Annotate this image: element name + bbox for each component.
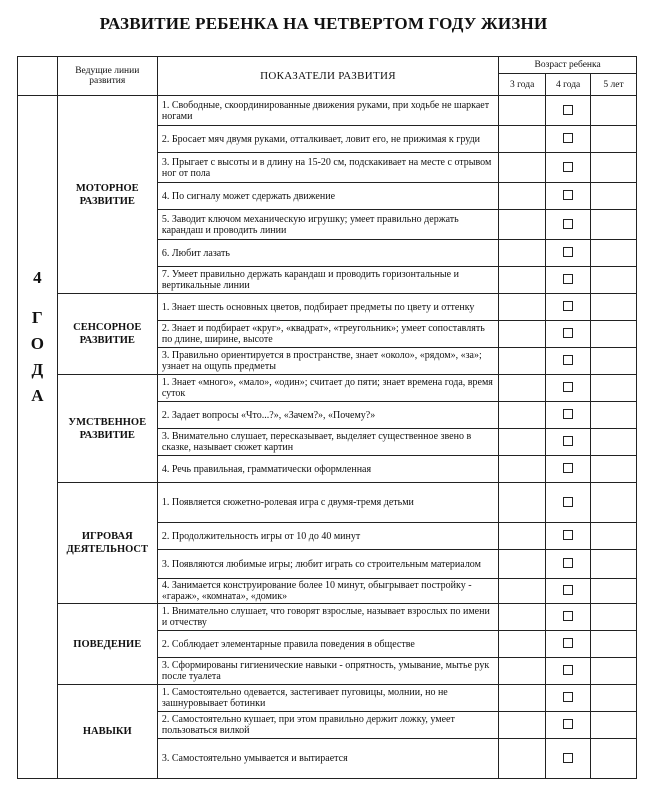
table-row	[18, 685, 637, 712]
age-cell	[591, 604, 637, 631]
age-cell	[499, 348, 546, 375]
checkbox-icon[interactable]	[563, 133, 573, 143]
checkbox-icon[interactable]	[563, 105, 573, 115]
indicator-text: 1. Знает шесть основных цветов, подбирает предметы по цвету и оттенку	[157, 294, 498, 321]
age-cell	[499, 96, 546, 126]
year-letter: О	[30, 334, 44, 353]
indicator-text: 1. Знает «много», «мало», «один»; считает до пяти; знает времена года, время суток	[157, 375, 498, 402]
age-col-4: 4 года	[546, 74, 591, 96]
indicator-text: 3. Прыгает с высоты и в длину на 15-20 см, подскакивает на месте с отрывом ног от пола	[157, 153, 498, 183]
age-cell	[499, 631, 546, 658]
age-cell	[591, 375, 637, 402]
section-label: ПОВЕДЕНИЕ	[57, 604, 157, 685]
indicator-text: 1. Самостоятельно одевается, застегивает пуговицы, молнии, но не зашнуровывает ботинки	[157, 685, 498, 712]
checkbox-icon[interactable]	[563, 497, 573, 507]
table-row	[18, 96, 637, 126]
indicator-text: 3. Самостоятельно умывается и вытирается	[157, 739, 498, 779]
checkbox-icon[interactable]	[563, 436, 573, 446]
age-cell	[591, 429, 637, 456]
table-row	[18, 294, 637, 321]
checkbox-icon[interactable]	[563, 463, 573, 473]
indicator-text: 2. Знает и подбирает «круг», «квадрат», «треугольник»; умеет сопоставлять по длине, ширине, высоте	[157, 321, 498, 348]
indicator-text: 2. Бросает мяч двумя руками, отталкивает, ловит его, не прижимая к груди	[157, 126, 498, 153]
checkbox-icon[interactable]	[563, 247, 573, 257]
age-cell	[591, 321, 637, 348]
age-cell[interactable]	[546, 96, 591, 126]
age-cell[interactable]	[546, 604, 591, 631]
checkbox-icon[interactable]	[563, 585, 573, 595]
age-cell	[499, 240, 546, 267]
indicator-text: 2. Задает вопросы «Что...?», «Зачем?», «Почему?»	[157, 402, 498, 429]
checkbox-icon[interactable]	[563, 301, 573, 311]
age-cell	[591, 483, 637, 523]
checkbox-icon[interactable]	[563, 409, 573, 419]
age-cell	[499, 429, 546, 456]
checkbox-icon[interactable]	[563, 219, 573, 229]
section-label: НАВЫКИ	[57, 685, 157, 779]
checkbox-icon[interactable]	[563, 753, 573, 763]
indicator-text: 3. Сформированы гигиенические навыки - опрятность, умывание, мытье рук после туалета	[157, 658, 498, 685]
age-cell	[591, 240, 637, 267]
indicator-text: 3. Внимательно слушает, пересказывает, выделяет существенное звено в сказке, называет сюжет картин	[157, 429, 498, 456]
section-label: УМСТВЕННОЕ РАЗВИТИЕ	[57, 375, 157, 483]
checkbox-icon[interactable]	[563, 530, 573, 540]
age-header: Возраст ребенка	[499, 57, 637, 74]
checkbox-icon[interactable]	[563, 382, 573, 392]
age-cell[interactable]	[546, 712, 591, 739]
age-cell	[499, 685, 546, 712]
age-cell[interactable]	[546, 658, 591, 685]
age-cell	[591, 658, 637, 685]
age-cell	[499, 183, 546, 210]
year-number: 4	[33, 268, 42, 287]
age-cell[interactable]	[546, 183, 591, 210]
age-cell[interactable]	[546, 550, 591, 579]
age-cell	[499, 523, 546, 550]
indicator-text: 2. Продолжительность игры от 10 до 40 минут	[157, 523, 498, 550]
year-letter: А	[31, 386, 44, 405]
age-cell	[499, 550, 546, 579]
age-cell[interactable]	[546, 210, 591, 240]
checkbox-icon[interactable]	[563, 162, 573, 172]
indicator-text: 1. Внимательно слушает, что говорят взрослые, называет взрослых по имени и отчеству	[157, 604, 498, 631]
age-cell[interactable]	[546, 631, 591, 658]
checkbox-icon[interactable]	[563, 190, 573, 200]
indicator-text: 4. Речь правильная, грамматически оформленная	[157, 456, 498, 483]
indicator-text: 1. Появляется сюжетно-ролевая игра с двумя-тремя детьми	[157, 483, 498, 523]
table-body	[18, 96, 637, 779]
indicators-header: ПОКАЗАТЕЛИ РАЗВИТИЯ	[157, 57, 498, 96]
age-cell	[499, 658, 546, 685]
age-cell[interactable]	[546, 294, 591, 321]
lines-header: Ведущие линии развития	[57, 57, 157, 96]
indicator-text: 4. Занимается конструирование более 10 минут, обыгрывает постройку - «гараж», «комната», «домик»	[157, 579, 498, 604]
age-cell[interactable]	[546, 348, 591, 375]
indicator-text: 2. Самостоятельно кушает, при этом правильно держит ложку, умеет пользоваться вилкой	[157, 712, 498, 739]
age-col-3: 3 года	[499, 74, 546, 96]
age-cell[interactable]	[546, 153, 591, 183]
age-cell	[499, 604, 546, 631]
checkbox-icon[interactable]	[563, 692, 573, 702]
checkbox-icon[interactable]	[563, 274, 573, 284]
section-label: СЕНСОРНОЕ РАЗВИТИЕ	[57, 294, 157, 375]
indicator-text: 2. Соблюдает элементарные правила поведения в обществе	[157, 631, 498, 658]
age-cell	[499, 712, 546, 739]
age-cell	[499, 402, 546, 429]
table-row	[18, 483, 637, 523]
age-cell	[499, 126, 546, 153]
table-row	[18, 375, 637, 402]
age-cell	[499, 153, 546, 183]
age-cell	[591, 402, 637, 429]
year-label	[18, 96, 58, 779]
age-cell[interactable]	[546, 483, 591, 523]
page-title: РАЗВИТИЕ РЕБЕНКА НА ЧЕТВЕРТОМ ГОДУ ЖИЗНИ	[99, 14, 548, 33]
age-cell	[591, 523, 637, 550]
checkbox-icon[interactable]	[563, 638, 573, 648]
indicator-text: 7. Умеет правильно держать карандаш и проводить горизонтальные и вертикальные линии	[157, 267, 498, 294]
age-cell	[591, 126, 637, 153]
age-cell[interactable]	[546, 456, 591, 483]
section-label: МОТОРНОЕ РАЗВИТИЕ	[57, 96, 157, 294]
indicator-text: 3. Правильно ориентируется в пространстве, знает «около», «рядом», «за»; узнает на ощупь предметы	[157, 348, 498, 375]
age-cell	[591, 96, 637, 126]
age-cell[interactable]	[546, 402, 591, 429]
age-cell	[591, 153, 637, 183]
year-letter: Г	[31, 308, 43, 327]
age-col-5: 5 лет	[591, 74, 637, 96]
age-cell[interactable]	[546, 240, 591, 267]
checkbox-icon[interactable]	[563, 611, 573, 621]
development-table	[17, 56, 637, 779]
indicator-text: 6. Любит лазать	[157, 240, 498, 267]
age-cell	[591, 739, 637, 779]
age-cell	[499, 210, 546, 240]
year-letter: Д	[31, 360, 44, 379]
table-row	[18, 604, 637, 631]
indicator-text: 1. Свободные, скоординированные движения руками, при ходьбе не шаркает ногами	[157, 96, 498, 126]
age-cell	[591, 579, 637, 604]
age-cell	[591, 210, 637, 240]
age-cell	[499, 739, 546, 779]
age-cell	[499, 321, 546, 348]
age-cell	[591, 712, 637, 739]
age-cell[interactable]	[546, 685, 591, 712]
checkbox-icon[interactable]	[563, 665, 573, 675]
age-cell	[591, 267, 637, 294]
checkbox-icon[interactable]	[563, 328, 573, 338]
age-cell[interactable]	[546, 375, 591, 402]
age-cell	[499, 294, 546, 321]
age-cell	[499, 267, 546, 294]
age-cell	[591, 348, 637, 375]
age-cell	[591, 183, 637, 210]
age-cell[interactable]	[546, 126, 591, 153]
age-cell[interactable]	[546, 267, 591, 294]
age-cell[interactable]	[546, 523, 591, 550]
age-cell	[591, 631, 637, 658]
age-cell[interactable]	[546, 429, 591, 456]
age-cell[interactable]	[546, 739, 591, 779]
age-cell	[499, 456, 546, 483]
indicator-text: 5. Заводит ключом механическую игрушку; умеет правильно держать карандаш и проводить линии	[157, 210, 498, 240]
checkbox-icon[interactable]	[563, 355, 573, 365]
checkbox-icon[interactable]	[563, 558, 573, 568]
age-cell	[591, 294, 637, 321]
age-cell	[499, 483, 546, 523]
age-cell	[591, 550, 637, 579]
age-cell[interactable]	[546, 321, 591, 348]
indicator-text: 4. По сигналу может сдержать движение	[157, 183, 498, 210]
indicator-text: 3. Появляются любимые игры; любит играть со строительным материалом	[157, 550, 498, 579]
age-cell	[591, 456, 637, 483]
year-header-cell	[18, 57, 58, 96]
age-cell	[499, 579, 546, 604]
section-label: ИГРОВАЯ ДЕЯТЕЛЬНОСТ	[57, 483, 157, 604]
age-cell	[499, 375, 546, 402]
age-cell	[591, 685, 637, 712]
checkbox-icon[interactable]	[563, 719, 573, 729]
age-cell[interactable]	[546, 579, 591, 604]
